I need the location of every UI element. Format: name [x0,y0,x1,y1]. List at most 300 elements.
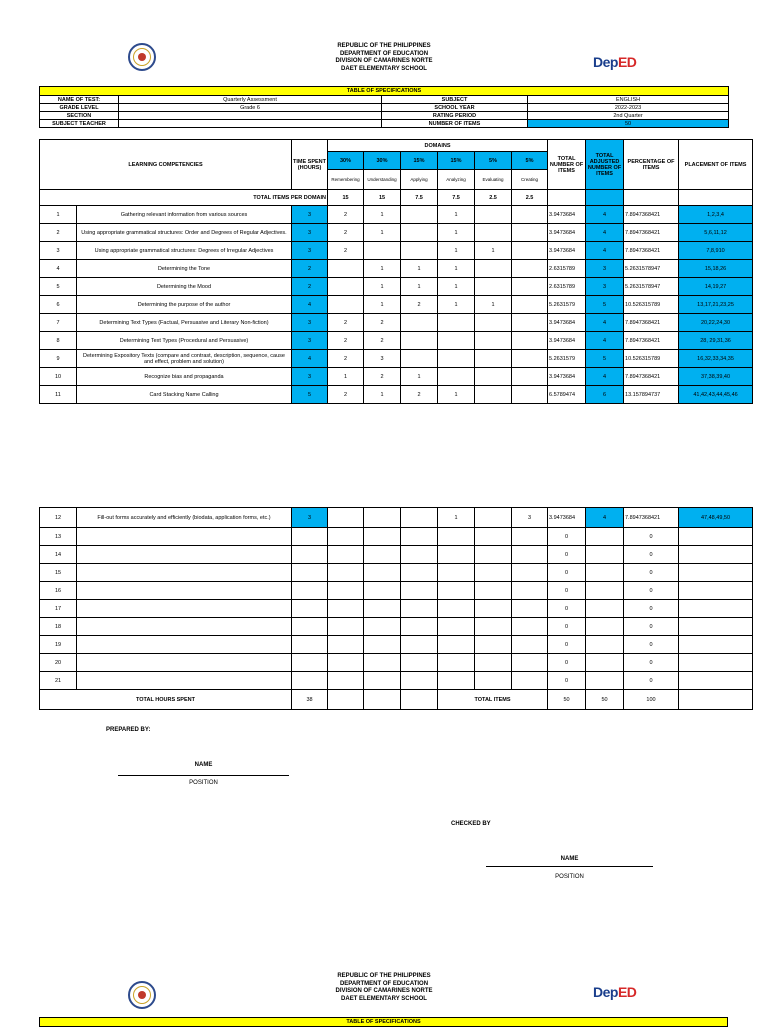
cell-total: 0 [548,600,586,618]
cell-comp [77,636,292,654]
cell-total: 0 [548,618,586,636]
deped-logo: DepED [593,54,637,70]
domain-pct: 5% [475,152,512,170]
cell-cre [512,636,548,654]
cell-ana [438,636,475,654]
cell-app [401,636,438,654]
cell-cre [512,260,548,278]
cell-rem [328,564,364,582]
cell-adj [586,564,624,582]
cell-place: 13,17,21,23,25 [679,296,753,314]
cell-comp [77,528,292,546]
cell-rem: 1 [328,368,364,386]
cell-place: 20,22,24,30 [679,314,753,332]
cell-time: 3 [292,224,328,242]
cell-no: 20 [40,654,77,672]
cell-comp: Using appropriate grammatical structures: Degrees of Irregular Adjectives [77,242,292,260]
domain-total: 7.5 [401,190,438,206]
cell-place: 7,8,910 [679,242,753,260]
table-row [40,368,753,386]
cell-rem [328,672,364,690]
cell-time: 4 [292,296,328,314]
table-row [40,636,753,654]
table-row [40,296,753,314]
teacher-value [119,120,382,128]
cell-comp [77,582,292,600]
cell-place [679,546,753,564]
cell-app [401,314,438,332]
cell-eva [475,386,512,404]
cell-und [364,600,401,618]
cell-app [401,600,438,618]
cell-eva [475,528,512,546]
cell-rem [328,296,364,314]
cell-comp [77,564,292,582]
cell-comp [77,618,292,636]
cell-cre [512,314,548,332]
cell-total: 0 [548,528,586,546]
cell-ana: 1 [438,260,475,278]
cell-cre [512,296,548,314]
cell-no: 15 [40,564,77,582]
cell-adj: 3 [586,260,624,278]
cell-comp: Determining Text Types (Procedural and Persuasive) [77,332,292,350]
table-row [40,224,753,242]
cell-time [292,600,328,618]
cell-rem [328,260,364,278]
table-row [40,654,753,672]
cell-no: 21 [40,672,77,690]
cell-pct: 5.2631578947 [624,278,679,296]
cell-pct: 13.157894737 [624,386,679,404]
cell-total: 0 [548,672,586,690]
cell-eva [475,206,512,224]
table-row [40,242,753,260]
placement-header: PLACEMENT OF ITEMS [679,140,753,190]
cell-und [364,636,401,654]
cell-adj: 4 [586,314,624,332]
cell-app: 1 [401,278,438,296]
cell-und [364,242,401,260]
table-row [40,508,753,528]
domain-pct: 5% [512,152,548,170]
cell-und [364,508,401,528]
cell-time [292,528,328,546]
cell-und [364,564,401,582]
cell-adj [586,582,624,600]
cell-total: 5.2631579 [548,350,586,368]
cell-pct: 0 [624,654,679,672]
domain-pct: 15% [401,152,438,170]
total-pct-value: 100 [624,690,679,710]
cell-cre [512,350,548,368]
cell-eva [475,368,512,386]
cell-eva [475,654,512,672]
header-text: REPUBLIC OF THE PHILIPPINES DEPARTMENT OF EDUCATION DIVISION OF CAMARINES NORTE DAET ELEMENTARY SCHOOL [335,973,433,1002]
cell-und: 2 [364,314,401,332]
checked-position: POSITION [555,874,584,880]
cell-comp: Card Stacking Name Calling [77,386,292,404]
cell-comp [77,546,292,564]
domain-pct: 30% [328,152,364,170]
cell-cre [512,332,548,350]
cell-comp: Gathering relevant information from various sources [77,206,292,224]
cell-ana: 1 [438,386,475,404]
cell-cre [512,278,548,296]
page-header [0,43,768,83]
cell-ana [438,350,475,368]
cell-adj [586,618,624,636]
cell-comp: Determining Text Types (Factual, Persuasive and Literary Non-fiction) [77,314,292,332]
cell-cre [512,242,548,260]
checked-signature-line [486,866,653,867]
cell-comp: Determining the Mood [77,278,292,296]
table-row [40,260,753,278]
cell-adj [586,546,624,564]
cell-cre [512,672,548,690]
cell-time: 3 [292,242,328,260]
cell-adj: 4 [586,206,624,224]
cell-total: 0 [548,564,586,582]
cell-time: 2 [292,278,328,296]
cell-eva [475,582,512,600]
domain-name: Remembering [328,170,364,190]
cell-pct: 0 [624,618,679,636]
grade-level-value: Grade 6 [119,104,382,112]
section-value [119,112,382,120]
cell-cre [512,386,548,404]
cell-total: 5.2631579 [548,296,586,314]
cell-ana: 1 [438,224,475,242]
cell-place: 41,42,43,44,45,46 [679,386,753,404]
table-title: TABLE OF SPECIFICATIONS [40,87,729,96]
cell-adj: 4 [586,242,624,260]
cell-ana: 1 [438,508,475,528]
cell-ana: 1 [438,206,475,224]
cell-und: 1 [364,296,401,314]
cell-eva [475,314,512,332]
table-row [40,314,753,332]
cell-place [679,672,753,690]
cell-ana [438,546,475,564]
cell-pct: 10.526315789 [624,296,679,314]
cell-adj [586,636,624,654]
cell-comp [77,654,292,672]
cell-time: 4 [292,350,328,368]
table-row [40,206,753,224]
cell-rem [328,600,364,618]
domains-header: DOMAINS [328,140,548,152]
cell-no: 6 [40,296,77,314]
cell-cre [512,528,548,546]
spec-table-continued [39,507,753,710]
cell-pct: 0 [624,600,679,618]
cell-cre [512,546,548,564]
cell-und: 1 [364,224,401,242]
cell-place: 15,18,26 [679,260,753,278]
cell-adj: 4 [586,224,624,242]
cell-app [401,618,438,636]
table-row [40,582,753,600]
cell-cre: 3 [512,508,548,528]
cell-no: 9 [40,350,77,368]
cell-cre [512,600,548,618]
prepared-signature-line [118,775,289,776]
cell-total: 3.9473684 [548,206,586,224]
cell-total: 2.6315789 [548,278,586,296]
cell-eva [475,636,512,654]
cell-eva [475,260,512,278]
spec-table [39,139,753,404]
cell-pct: 0 [624,546,679,564]
domain-pct: 15% [438,152,475,170]
cell-place [679,654,753,672]
checked-name: NAME [560,856,579,862]
cell-rem: 2 [328,206,364,224]
cell-eva [475,350,512,368]
cell-ana [438,564,475,582]
cell-app [401,528,438,546]
domain-name: Evaluating [475,170,512,190]
cell-place [679,636,753,654]
cell-cre [512,206,548,224]
cell-comp: Determining Expository Texts (compare and contrast, description, sequence, cause and effect, problem and solution) [77,350,292,368]
cell-place [679,618,753,636]
cell-und [364,618,401,636]
cell-time: 3 [292,332,328,350]
cell-comp: Recognize bias and propaganda [77,368,292,386]
table-row [40,528,753,546]
domain-name: Analyzing [438,170,475,190]
cell-pct: 0 [624,564,679,582]
cell-total: 0 [548,636,586,654]
domain-pct: 30% [364,152,401,170]
cell-app [401,546,438,564]
cell-time: 2 [292,260,328,278]
cell-pct: 7.8947368421 [624,368,679,386]
cell-app [401,350,438,368]
table-row [40,600,753,618]
cell-und: 2 [364,368,401,386]
cell-eva: 1 [475,296,512,314]
cell-und: 3 [364,350,401,368]
cell-place: 16,32,33,34,35 [679,350,753,368]
cell-cre [512,654,548,672]
cell-adj: 4 [586,332,624,350]
cell-app [401,332,438,350]
cell-app [401,224,438,242]
cell-rem: 2 [328,224,364,242]
cell-total: 3.9473684 [548,368,586,386]
domain-name: Understanding [364,170,401,190]
cell-eva [475,278,512,296]
cell-rem: 2 [328,314,364,332]
cell-adj [586,672,624,690]
cell-no: 4 [40,260,77,278]
cell-no: 14 [40,546,77,564]
cell-adj [586,528,624,546]
cell-no: 13 [40,528,77,546]
cell-no: 18 [40,618,77,636]
cell-und: 1 [364,278,401,296]
subject-value: ENGLISH [528,96,729,104]
table-row [40,546,753,564]
cell-app: 2 [401,296,438,314]
domain-name: Applying [401,170,438,190]
percentage-header: PERCENTAGE OF ITEMS [624,140,679,190]
cell-no: 12 [40,508,77,528]
cell-total: 3.9473684 [548,332,586,350]
cell-pct: 5.2631578947 [624,260,679,278]
cell-pct: 7.8947368421 [624,314,679,332]
cell-app [401,508,438,528]
header-text: REPUBLIC OF THE PHILIPPINES DEPARTMENT OF EDUCATION DIVISION OF CAMARINES NORTE DAET ELEMENTARY SCHOOL [335,43,433,72]
cell-rem: 2 [328,386,364,404]
cell-no: 3 [40,242,77,260]
cell-und: 1 [364,206,401,224]
cell-place: 14,19,27 [679,278,753,296]
items-value: 50 [528,120,729,128]
cell-rem: 2 [328,350,364,368]
cell-time [292,546,328,564]
cell-no: 7 [40,314,77,332]
cell-adj: 5 [586,296,624,314]
cell-pct: 7.8947368421 [624,508,679,528]
cell-app [401,206,438,224]
rating-value: 2nd Quarter [528,112,729,120]
cell-no: 17 [40,600,77,618]
cell-no: 2 [40,224,77,242]
total-adjusted-value: 50 [586,690,624,710]
total-items-label: TOTAL ITEMS [438,690,548,710]
checked-by-label: CHECKED BY [451,821,491,827]
cell-no: 8 [40,332,77,350]
prepared-position: POSITION [189,780,218,786]
cell-eva [475,508,512,528]
cell-place [679,528,753,546]
cell-place: 28, 29,31,36 [679,332,753,350]
page-header-2 [0,973,768,1013]
cell-no: 5 [40,278,77,296]
domain-total: 2.5 [512,190,548,206]
cell-pct: 10.526315789 [624,350,679,368]
cell-rem [328,508,364,528]
cell-ana: 1 [438,242,475,260]
cell-und [364,672,401,690]
cell-time [292,654,328,672]
cell-total: 0 [548,582,586,600]
cell-time [292,636,328,654]
cell-adj: 3 [586,278,624,296]
cell-adj: 5 [586,350,624,368]
cell-pct: 0 [624,672,679,690]
total-hours-label: TOTAL HOURS SPENT [40,690,292,710]
domain-name: Creating [512,170,548,190]
domain-total: 15 [364,190,401,206]
cell-ana [438,332,475,350]
cell-ana [438,654,475,672]
cell-rem: 2 [328,242,364,260]
cell-time: 3 [292,206,328,224]
total-hours-value: 38 [292,690,328,710]
cell-no: 1 [40,206,77,224]
cell-time [292,582,328,600]
cell-place: 1,2,3,4 [679,206,753,224]
cell-cre [512,224,548,242]
cell-eva [475,564,512,582]
cell-eva [475,618,512,636]
cell-time [292,618,328,636]
cell-time: 3 [292,314,328,332]
cell-cre [512,564,548,582]
cell-rem [328,582,364,600]
cell-app [401,654,438,672]
cell-und [364,546,401,564]
competencies-header: LEARNING COMPETENCIES [40,140,292,190]
cell-ana [438,618,475,636]
cell-rem [328,654,364,672]
cell-time [292,564,328,582]
cell-total: 2.6315789 [548,260,586,278]
cell-pct: 7.8947368421 [624,224,679,242]
cell-eva [475,224,512,242]
cell-cre [512,582,548,600]
cell-rem [328,636,364,654]
cell-ana [438,600,475,618]
table-title-2: TABLE OF SPECIFICATIONS [39,1017,728,1027]
cell-und: 1 [364,386,401,404]
cell-adj: 6 [586,386,624,404]
deped-logo: DepED [593,984,637,1000]
cell-time: 5 [292,386,328,404]
cell-comp [77,600,292,618]
cell-ana [438,528,475,546]
cell-total: 3.9473684 [548,314,586,332]
info-table: TABLE OF SPECIFICATIONS NAME OF TEST: Quarterly Assessment SUBJECT ENGLISH GRADE LEVEL Grade 6 SCHOOL YEAR 2022-2023 SECTION RATING PERIOD 2nd Quarter SUBJECT TEACHER NUMBER OF ITEMS 50 [39,86,729,128]
cell-no: 19 [40,636,77,654]
cell-rem: 2 [328,332,364,350]
cell-pct: 7.8947368421 [624,242,679,260]
cell-und [364,654,401,672]
table-row [40,564,753,582]
cell-time [292,672,328,690]
cell-app [401,242,438,260]
cell-no: 11 [40,386,77,404]
cell-comp: Fill-out forms accurately and efficiently (biodata, application forms, etc.) [77,508,292,528]
cell-und: 2 [364,332,401,350]
cell-eva [475,546,512,564]
cell-app: 1 [401,260,438,278]
cell-cre [512,618,548,636]
cell-total: 6.5789474 [548,386,586,404]
cell-comp: Using appropriate grammatical structures: Order and Degrees of Regular Adjectives. [77,224,292,242]
table-row [40,618,753,636]
cell-pct: 0 [624,582,679,600]
domain-total: 7.5 [438,190,475,206]
adjusted-header: TOTAL ADJUSTED NUMBER OF ITEMS [586,140,624,190]
cell-ana [438,582,475,600]
cell-comp: Determining the purpose of the author [77,296,292,314]
cell-ana [438,368,475,386]
cell-cre [512,368,548,386]
cell-total: 3.9473684 [548,508,586,528]
cell-rem [328,546,364,564]
cell-app: 2 [401,386,438,404]
name-of-test-value: Quarterly Assessment [119,96,382,104]
cell-ana [438,314,475,332]
prepared-by-label: PREPARED BY: [106,727,151,733]
cell-total: 3.9473684 [548,224,586,242]
